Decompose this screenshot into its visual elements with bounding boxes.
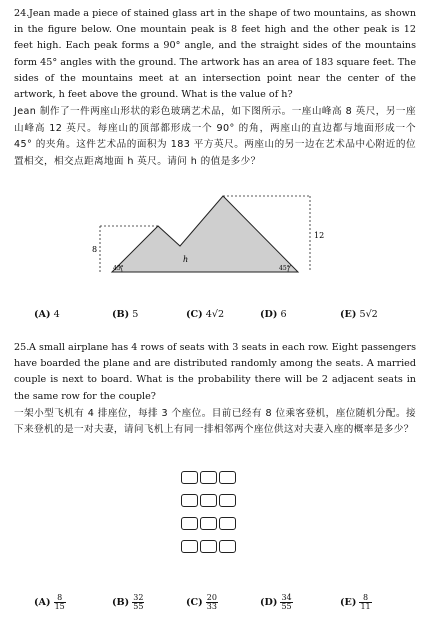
q24-prompt: Jean made a piece of stained glass art in the shape of two mountains, as shown in the figure below. One mountain peak is 8 feet high and the other peak is 12 feet high. Each peak forms a 90° angle, and the straight sides of the mountains form 45° angles with the ground. The artwork has an area of 183 square feet. The sides of the mountains meet at an intersection point near the center of the artwork, h feet above the ground. What is the value of h? xyxy=(14,8,416,101)
q25-choice-a[interactable] xyxy=(34,594,66,611)
q25-number: 25. xyxy=(14,342,30,353)
numerator: 34 xyxy=(281,593,292,602)
choice-label: (E) xyxy=(340,597,357,608)
choice-label: (D) xyxy=(260,597,278,608)
seat xyxy=(219,471,236,484)
q24-choice-e[interactable] xyxy=(340,309,378,320)
seat xyxy=(181,494,198,507)
seat-row xyxy=(181,517,241,530)
choice-value: 5√2 xyxy=(359,309,378,320)
denominator: 15 xyxy=(54,602,65,611)
question-24 xyxy=(14,6,416,171)
mountain-figure xyxy=(88,186,338,282)
q25-choice-e[interactable] xyxy=(340,594,372,611)
q24-choice-d[interactable] xyxy=(260,309,287,320)
q24-chinese-text: Jean 制作了一件两座山形状的彩色玻璃艺术品，如下图所示。一座山峰高 8 英尺，另一座山峰高 12 英尺。每座山的顶部都形成一个 90° 的角，两座山的直边都与地面形成一个 45° 的夹角。这件艺术品的面积为 183 平方英尺。两座山的另一边在艺术品中心附近的位置相交，相交点距离地面 h 英尺。请问 h 的值是多少？ xyxy=(14,106,416,167)
numerator: 32 xyxy=(133,593,144,602)
q24-choice-c[interactable] xyxy=(186,309,224,320)
seat xyxy=(219,517,236,530)
mountain-shape xyxy=(112,196,298,272)
choice-label: (C) xyxy=(186,597,203,608)
q24-english-text xyxy=(14,6,416,103)
seat-row xyxy=(181,540,241,553)
denominator: 11 xyxy=(360,602,371,611)
seat-row xyxy=(181,494,241,507)
q25-choice-d[interactable] xyxy=(260,594,293,611)
fraction xyxy=(54,594,66,611)
q25-choice-b[interactable] xyxy=(112,594,144,611)
fraction xyxy=(280,594,292,611)
seat xyxy=(200,494,217,507)
q24-number: 24. xyxy=(14,8,30,19)
label-angle-right: 45° xyxy=(279,265,290,272)
seat xyxy=(200,471,217,484)
seat-row xyxy=(181,471,241,484)
choice-value: 5 xyxy=(132,309,139,320)
question-25 xyxy=(14,340,416,439)
denominator: 33 xyxy=(206,602,217,611)
seat xyxy=(181,517,198,530)
seat xyxy=(181,540,198,553)
choice-label: (D) xyxy=(260,309,278,320)
seat xyxy=(219,494,236,507)
seat xyxy=(219,540,236,553)
q24-choice-a[interactable] xyxy=(34,309,60,320)
choice-label: (B) xyxy=(112,309,130,320)
seat xyxy=(200,540,217,553)
label-12: 12 xyxy=(314,231,325,240)
numerator: 8 xyxy=(359,594,371,603)
seat-grid xyxy=(181,471,241,563)
choice-label: (A) xyxy=(34,309,51,320)
fraction xyxy=(206,594,218,611)
q25-english-text xyxy=(14,340,416,405)
q25-choice-c[interactable] xyxy=(186,594,218,611)
choice-label: (E) xyxy=(340,309,357,320)
numerator: 8 xyxy=(54,594,66,603)
q25-prompt: A small airplane has 4 rows of seats with 3 seats in each row. Eight passengers have boarded the plane and are distributed randomly among the seats. A married couple is next to board. What is the probability there will be 2 adjacent seats in the same row for the couple? xyxy=(14,342,416,402)
fraction xyxy=(359,594,371,611)
fraction xyxy=(132,594,144,611)
denominator: 55 xyxy=(133,602,144,611)
seat xyxy=(181,471,198,484)
choice-label: (A) xyxy=(34,597,51,608)
label-8: 8 xyxy=(92,245,98,254)
denominator: 55 xyxy=(281,602,292,611)
label-h: h xyxy=(183,255,189,264)
numerator: 20 xyxy=(206,593,217,602)
choice-value: 6 xyxy=(280,309,287,320)
q24-choice-b[interactable] xyxy=(112,309,138,320)
choice-value: 4√2 xyxy=(205,309,225,320)
seat xyxy=(200,517,217,530)
choice-label: (B) xyxy=(112,597,130,608)
label-angle-left: 45° xyxy=(113,265,124,272)
choice-value: 4 xyxy=(53,309,60,320)
q25-chinese-text: 一架小型飞机有 4 排座位，每排 3 个座位。目前已经有 8 位乘客登机，座位随机分配。接下来登机的是一对夫妻，请问飞机上有同一排相邻两个座位供这对夫妻入座的概率是多少？ xyxy=(14,407,416,436)
choice-label: (C) xyxy=(186,309,203,320)
